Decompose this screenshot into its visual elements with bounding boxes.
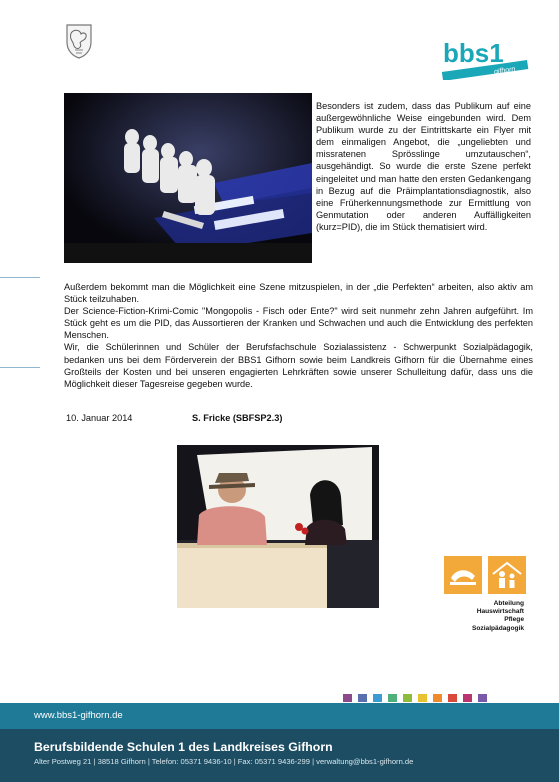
bbs1-logo: [440, 22, 530, 80]
department-label: Abteilung: [493, 600, 524, 607]
intro-paragraph: Besonders ist zudem, dass das Publikum auf eine außergewöhnliche Weise eingebunden wird. Dem Publikum wurde zu der Eintrittskarte ein Flyer mit dem einmaligen Angebot, die „ungeliebten und missratenen Sprösslinge umzutauschen“, ausgehändigt. So wurde die erste Szene perfekt eingeleitet und man hatte den ersten Gedankengang in Bezug auf die Präimplantationsdiagnostik, also eine Früherkennungsmethode zur Ermittlung von Genmutation oder anderen Auffälligkeiten (kurz=PID), die im Stück thematisiert wird.: [316, 101, 531, 232]
body-paragraph: Der Science-Fiction-Krimi-Comic "Mongopolis - Fisch oder Ente?" wird seit nunmehr zehn Jahren aufgeführt. Im Stück geht es um die PID, das Aussortieren der Kranken und Schwachen und auch die Entwicklung des perfekten Menschen.: [64, 306, 533, 341]
body-paragraph: Außerdem bekommt man die Möglichkeit eine Szene mitzuspielen, in der „die Perfekten“ arbeiten, also aktiv am Stück teilzuhaben.: [64, 282, 533, 305]
article-author: S. Fricke (SBFSP2.3): [192, 413, 283, 423]
color-square: [463, 694, 472, 702]
margin-marker: [0, 277, 40, 278]
website-link[interactable]: www.bbs1-gifhorn.de: [34, 710, 123, 721]
theatre-photo-actors: [64, 93, 312, 263]
department-label: Hauswirtschaft: [476, 608, 524, 616]
svg-text:gifhorn: gifhorn: [493, 65, 516, 76]
department-labels: [420, 600, 524, 633]
pflege-family-icon: [488, 556, 526, 594]
school-name: Berufsbildende Schulen 1 des Landkreises Gifhorn: [34, 740, 333, 754]
article-body: [64, 281, 533, 390]
margin-marker: [0, 367, 40, 368]
svg-text:bbs1: bbs1: [443, 38, 504, 68]
department-label: Pflege: [504, 616, 524, 624]
color-squares-strip: [343, 694, 487, 702]
color-square: [358, 694, 367, 702]
article-date: 10. Januar 2014: [66, 413, 133, 423]
body-paragraph: Wir, die Schülerinnen und Schüler der Berufsfachschule Sozialassistenz - Schwerpunkt Sozialpädagogik, bedanken uns bei dem Förderverein der BBS1 Gifhorn sowie beim Landkreis Gifhorn für die Übernahme eines Großteils der Kosten und bei unseren engagierten Lehrkräften sowie unserer Schulleitung dafür, dass uns die Möglichkeit dieser Tagesreise gegeben wurde.: [64, 342, 533, 389]
hauswirtschaft-icon: [444, 556, 482, 594]
color-square: [403, 694, 412, 702]
color-square: [388, 694, 397, 702]
color-square: [343, 694, 352, 702]
color-square: [448, 694, 457, 702]
theatre-photo-scene: [177, 445, 379, 608]
department-icons: [444, 556, 526, 594]
footer-address-bar: [0, 729, 559, 782]
school-address: Alter Postweg 21 | 38518 Gifhorn | Telefon: 05371 9436-10 | Fax: 05371 9436-299 | verwaltung@bbs1-gifhorn.de: [34, 757, 414, 766]
coat-of-arms-icon: [64, 22, 94, 60]
color-square: [433, 694, 442, 702]
color-square: [418, 694, 427, 702]
department-label: Sozialpädagogik: [471, 624, 524, 632]
color-square: [373, 694, 382, 702]
color-square: [478, 694, 487, 702]
